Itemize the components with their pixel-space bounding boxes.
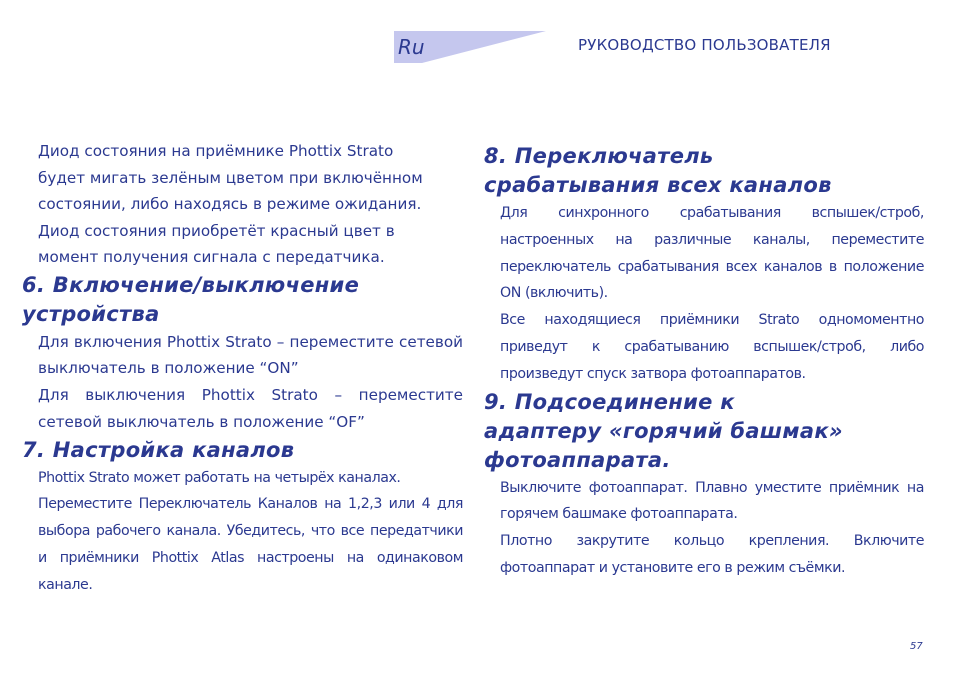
section-9-paragraph-1: Выключите фотоаппарат. Плавно уместите приёмник на горячем башмаке фотоаппарата. [500, 479, 924, 523]
section-6-title-line2: устройства [22, 301, 160, 326]
section-6-paragraph-1: Для включения Phottix Strato – переместите сетевой выключатель в положение “ON” [38, 332, 463, 378]
section-8-paragraph-2: Все находящиеся приёмники Strato одномоментно приведут к срабатыванию вспышек/строб, либо произведут спуск затвора фотоаппаратов. [500, 312, 924, 382]
section-9-title-line2: адаптеру «горячий башмак» [484, 418, 843, 443]
section-8-title-line1: 8. Переключатель [484, 144, 714, 168]
section-8-title-line2: срабатывания всех каналов [484, 173, 832, 197]
left-column [22, 138, 463, 599]
language-label: Ru [398, 35, 425, 59]
section-9-paragraph-2: Плотно закрутите кольцо крепления. Включите фотоаппарат и установите его в режим съёмки. [500, 533, 924, 576]
right-column [484, 142, 924, 582]
section-6-paragraph-2: Для выключения Phottix Strato – переместите сетевой выключатель в положение “OF” [38, 386, 463, 431]
section-7-paragraph-1: Phottix Strato может работать на четырёх каналах. [38, 469, 401, 486]
header-title: РУКОВОДСТВО ПОЛЬЗОВАТЕЛЯ [578, 36, 831, 54]
section-7-paragraph-2: Переместите Переключатель Каналов на 1,2,3 или 4 для выбора рабочего канала. Убедитесь, что все передатчики и приёмники Phottix Atlas настроены на одинаковом канале. [38, 496, 463, 593]
section-7-heading: 7. Настройка каналов [22, 437, 295, 462]
section-6-title-line1: 6. Включение/выключение [22, 272, 360, 297]
section-8-paragraph-1: Для синхронного срабатывания вспышек/строб, настроенных на различные каналы, переместите переключатель срабатывания всех каналов в положение ON (включить). [500, 205, 924, 302]
section-6-heading [22, 271, 463, 329]
section-9-title-line3: фотоаппарата. [484, 447, 671, 472]
section-9-title-line1: 9. Подсоединение к [484, 389, 735, 414]
page-number: 57 [910, 641, 923, 652]
language-tab [394, 31, 554, 63]
status-led-paragraph: Диод состояния на приёмнике Phottix Strato будет мигать зелёным цветом при включённом состоянии, либо находясь в режиме ожидания. Диод состояния приобретёт красный цвет в момент получения сигнала с передатчика. [38, 142, 423, 266]
section-8-heading [484, 142, 924, 200]
section-9-heading [484, 388, 924, 475]
